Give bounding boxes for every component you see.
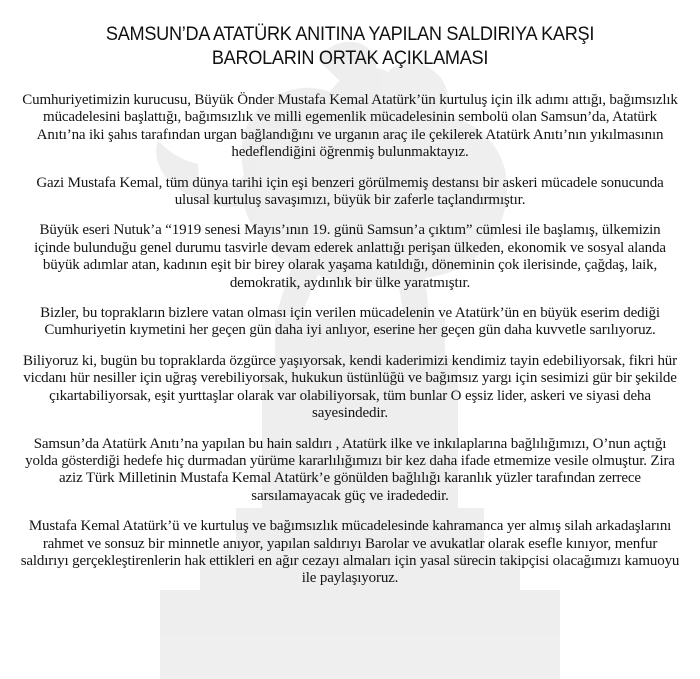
document-title: [43, 22, 657, 70]
paragraph-2: Gazi Mustafa Kemal, tüm dünya tarihi için eşi benzeri görülmemiş destansı bir askeri mücadele sonucunda ulusal kurtuluş savaşımızı, büyük bir zaferle taçlandırmıştır.: [36, 174, 664, 209]
paragraph-4: Bizler, bu toprakların bizlere vatan olması için verilen mücadelenin ve Atatürk’ün en büyük eserim dediği Cumhuriyetin kıymetini her geçen gün daha iyi anlıyor, eserine her geçen gün daha kuvvetle sarılıyoruz.: [40, 305, 660, 339]
title-line-1: SAMSUN’DA ATATÜRK ANITINA YAPILAN SALDIRIYA KARŞI: [105, 23, 595, 45]
paragraph-1: Cumhuriyetimizin kurucusu, Büyük Önder Mustafa Kemal Atatürk’ün kurtuluş için ilk adımı attığı, bağımsızlık mücadelesini başlattığı, bağımsızlık ve milli egemenlik mücadelesinin sembolü olan Samsun’da, Atatürk Anıtı’na iki şahıs tarafından urgan bağlandığını ve urganın araç ile çekilerek Atatürk Anıtı’nın yıkılmasının hedeflendiğini öğrenmiş bulunmaktayız.: [22, 92, 678, 161]
title-line-2: BAROLARIN ORTAK AÇIKLAMASI: [211, 47, 489, 69]
statement-body: [20, 92, 680, 588]
paragraph-5: Biliyoruz ki, bugün bu topraklarda özgürce yaşıyorsak, kendi kaderimizi kendimiz tayin edebiliyorsak, fikri hür vicdanı hür nesiller için uğraş verebiliyorsak, hukukun üstünlüğü ve bağımsız yargı için sesimizi gür bir şekilde çıkartabiliyorsak, eşit yurttaşlar olarak var olabiliyorsak, tüm bunlar O eşsiz lider, askeri ve siyasi deha sayesindedir.: [22, 352, 677, 422]
paragraph-3: Büyük eseri Nutuk’a “1919 senesi Mayıs’ının 19. günü Samsun’a çıktım” cümlesi ile başlamış, ülkemizin içinde bulunduğu genel durumu tasvirle devam ederek anlattığı perişan ülkeden, ekonomik ve sosyal alanda büyük adımlar atan, kadının eşit bir birey olarak yaşama katıldığı, döneminin çok ilerisinde, çağdaş, laik, demokratik, aydınlık bir ülke yaratmıştır.: [34, 222, 666, 291]
paragraph-7: Mustafa Kemal Atatürk’ü ve kurtuluş ve bağımsızlık mücadelesinde kahramanca yer almış silah arkadaşlarını rahmet ve sonsuz bir minnetle anıyor, yapılan saldırıyı Barolar ve avukatlar olarak esefle kınıyor, menfur saldırıyı gerçekleştirenlerin hak ettikleri en ağır cezayı almaları için yasal sürecin takipçisi olacağımızı kamuoyu ile paylaşıyoruz.: [20, 518, 680, 587]
paragraph-6: Samsun’da Atatürk Anıtı’na yapılan bu hain saldırı , Atatürk ilke ve inkılaplarına bağlılığımızı, O’nun açtığı yolda gösterdiği hedefe hiç durmadan yürüme kararlılığımızı bir kez daha ifade etmemize vesile olmuştur. Zira aziz Türk Milletinin Mustafa Kemal Atatürk’e gönülden bağlılığı karanlık yüzler tarafından zerrece sarsılamayacak güç ve iradededir.: [25, 435, 675, 504]
statement-document: [20, 0, 680, 588]
